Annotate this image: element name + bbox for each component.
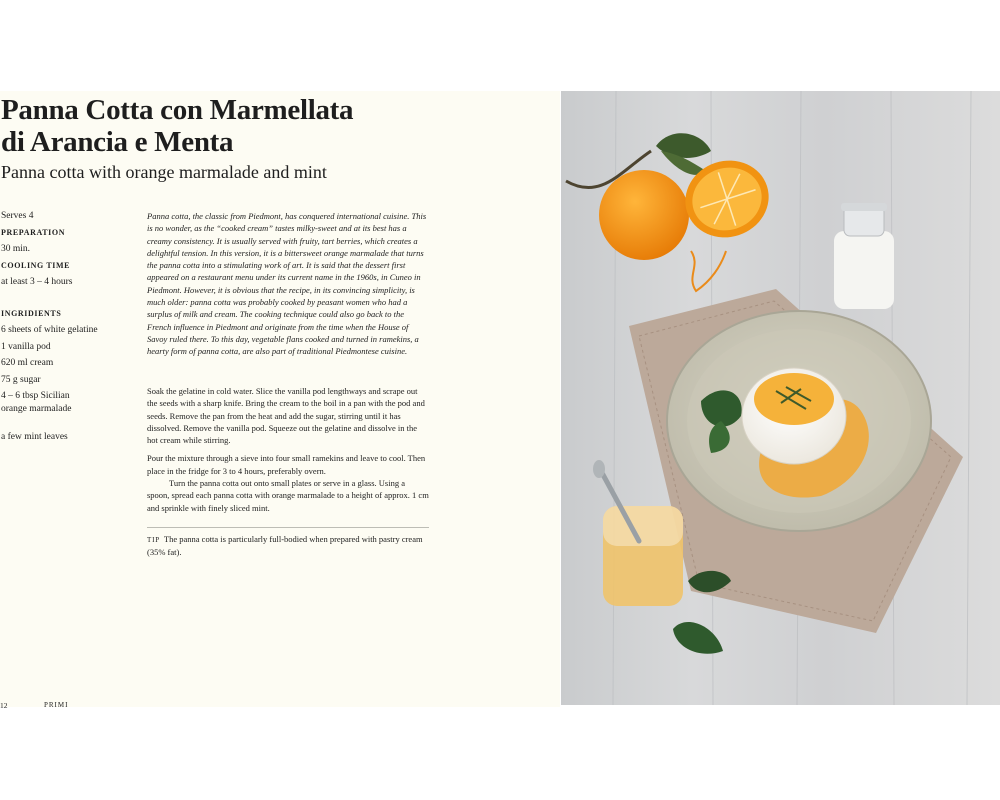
ingredients-label: INGRIDIENTS xyxy=(1,309,62,318)
method-text xyxy=(147,385,429,514)
section-name: PRIMI xyxy=(44,701,69,709)
tip-box xyxy=(147,527,429,559)
preparation-label: PREPARATION xyxy=(1,228,66,237)
intro-text xyxy=(147,210,429,358)
ingredient-marmalade-2: orange marmalade xyxy=(1,404,72,414)
method-step-2: Pour the mixture through a sieve into four small ramekins and leave to cool. Then place in the fridge for 3 to 4 hours, preferably overn. xyxy=(147,453,426,476)
page-number: 12 xyxy=(0,701,8,710)
method-step-1: Soak the gelatine in cold water. Slice the vanilla pod lengthways and scrape out the seeds with a sharp knife. Bring the cream to the boil in a pan with the pod and seeds. Remove the pan from the heat and add the sugar, stirring until it has dissolved. Remove the vanilla pod. Squeeze out the gelatine and dissolve in the hot cream while stirring. xyxy=(147,386,425,446)
cooling-time: at least 3 – 4 hours xyxy=(1,277,73,287)
ingredient-gelatine: 6 sheets of white gelatine xyxy=(1,325,98,335)
title-line-1: Panna Cotta con Marmellata xyxy=(1,94,354,126)
preparation-time: 30 min. xyxy=(1,244,31,254)
food-photo xyxy=(561,91,1000,705)
ingredient-marmalade-1: 4 – 6 tbsp Sicilian xyxy=(1,391,70,401)
tip-text: The panna cotta is particularly full-bodied when prepared with pastry cream (35% fat). xyxy=(147,534,423,558)
intro-paragraph: Panna cotta, the classic from Piedmont, has conquered international cuisine. This is no wonder, as the “cooked cream” tastes milky-sweet and at its best has a creamy consistency. It is usually served with fruity, tart berries, which creates a delightful tension. In this version, it is a bittersweet orange marmalade that turns the panna cotta into a stimulating work of art. It is said that the dessert first appeared on a restaurant menu under its current name in the 1960s, in Cuneo in Piedmont. However, it is obvious that the recipe, in its convincing simplicity, is much older: panna cotta was probably cooked by peasant women who had a surplus of milk and cream. The cooking technique could also go back to the French influence in Piedmont and originate from the time when the House of Savoy ruled there. To this day, vegetable flans cooked and turned in ramekins, a hearty form of panna cotta, are also part of traditional Piedmontese cuisine. xyxy=(147,211,427,357)
whole-orange xyxy=(599,170,689,260)
method-step-3: Turn the panna cotta out onto small plates or serve in a glass. Using a spoon, spread each panna cotta with orange marmalade to a height of approx. 1 cm and sprinkle with finely sliced mint. xyxy=(147,478,429,513)
serves: Serves 4 xyxy=(1,211,34,221)
ingredient-cream: 620 ml cream xyxy=(1,358,54,368)
tip-label: TIP xyxy=(147,536,160,544)
recipe-title xyxy=(1,94,541,158)
ingredient-sugar: 75 g sugar xyxy=(1,375,41,385)
cooling-label: COOLING TIME xyxy=(1,261,71,270)
recipe-subtitle: Panna cotta with orange marmalade and mint xyxy=(1,162,327,182)
title-line-2: di Arancia e Menta xyxy=(1,126,234,158)
milk-bottle xyxy=(834,231,894,309)
ingredient-vanilla: 1 vanilla pod xyxy=(1,342,51,352)
ingredient-mint: a few mint leaves xyxy=(1,432,68,442)
